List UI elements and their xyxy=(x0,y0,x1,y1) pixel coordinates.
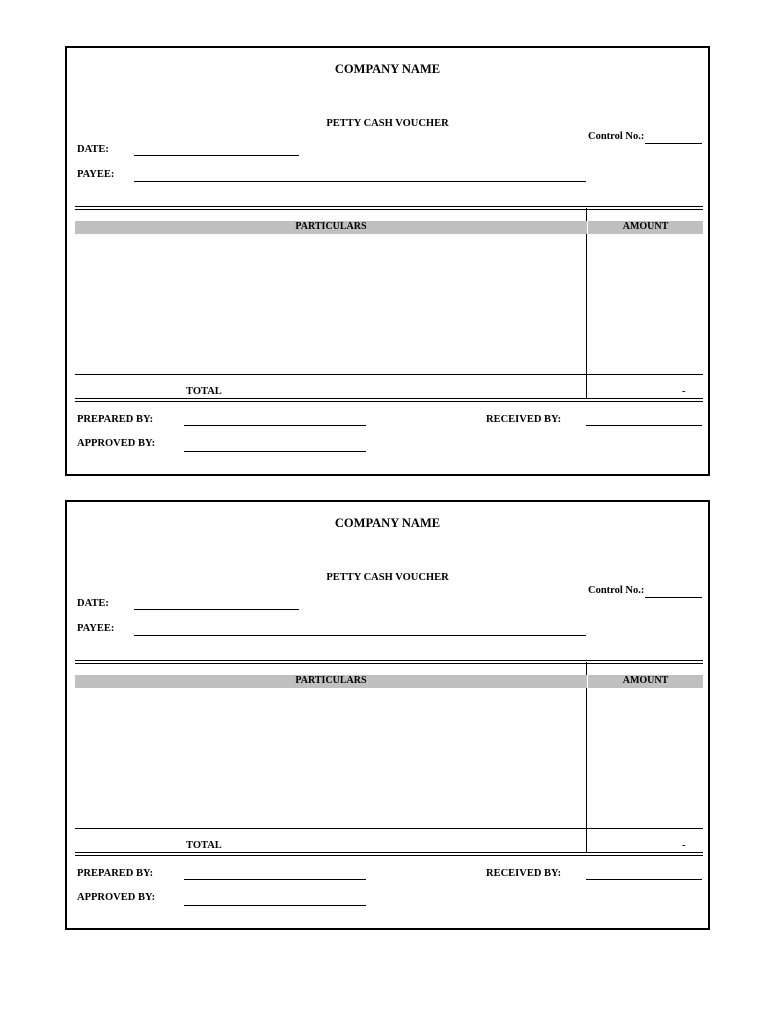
total-top-line xyxy=(75,828,703,829)
control-no-field[interactable] xyxy=(645,143,702,144)
received-by-field[interactable] xyxy=(586,879,702,880)
date-field[interactable] xyxy=(134,609,299,610)
particulars-entry-area[interactable] xyxy=(75,689,586,827)
total-amount: - xyxy=(682,386,686,397)
payee-label: PAYEE: xyxy=(77,169,115,180)
control-no-label: Control No.: xyxy=(588,585,645,596)
divider-line xyxy=(75,663,703,664)
particulars-header-label: PARTICULARS xyxy=(295,221,367,232)
received-by-field[interactable] xyxy=(586,425,702,426)
date-label: DATE: xyxy=(77,144,109,155)
prepared-by-label: PREPARED BY: xyxy=(77,414,154,425)
total-label: TOTAL xyxy=(186,840,222,851)
amount-header xyxy=(588,675,703,688)
voucher-title: PETTY CASH VOUCHER xyxy=(326,572,449,583)
payee-field[interactable] xyxy=(134,181,586,182)
approved-by-field[interactable] xyxy=(184,451,366,452)
received-by-label: RECEIVED BY: xyxy=(486,414,562,425)
approved-by-field[interactable] xyxy=(184,905,366,906)
total-top-line xyxy=(75,374,703,375)
amount-header-label: AMOUNT xyxy=(622,221,669,232)
prepared-by-label: PREPARED BY: xyxy=(77,868,154,879)
total-bottom-line xyxy=(75,401,703,402)
particulars-header xyxy=(75,221,587,234)
approved-by-label: APPROVED BY: xyxy=(77,438,156,449)
column-divider xyxy=(586,208,587,399)
particulars-header xyxy=(75,675,587,688)
control-no-label: Control No.: xyxy=(588,131,645,142)
voucher-title: PETTY CASH VOUCHER xyxy=(326,118,449,129)
petty-cash-voucher xyxy=(65,46,710,476)
payee-label: PAYEE: xyxy=(77,623,115,634)
received-by-label: RECEIVED BY: xyxy=(486,868,562,879)
total-amount: - xyxy=(682,840,686,851)
date-label: DATE: xyxy=(77,598,109,609)
prepared-by-field[interactable] xyxy=(184,879,366,880)
payee-field[interactable] xyxy=(134,635,586,636)
divider-line xyxy=(75,660,703,661)
company-name: COMPANY NAME xyxy=(334,516,441,530)
amount-entry-area[interactable] xyxy=(588,689,703,827)
approved-by-label: APPROVED BY: xyxy=(77,892,156,903)
date-field[interactable] xyxy=(134,155,299,156)
total-bottom-line xyxy=(75,855,703,856)
divider-line xyxy=(75,209,703,210)
particulars-entry-area[interactable] xyxy=(75,235,586,373)
control-no-field[interactable] xyxy=(645,597,702,598)
petty-cash-voucher xyxy=(65,500,710,930)
total-bottom-line xyxy=(75,852,703,853)
total-bottom-line xyxy=(75,398,703,399)
total-label: TOTAL xyxy=(186,386,222,397)
particulars-header-label: PARTICULARS xyxy=(295,675,367,686)
amount-entry-area[interactable] xyxy=(588,235,703,373)
amount-header xyxy=(588,221,703,234)
company-name: COMPANY NAME xyxy=(334,62,441,76)
column-divider xyxy=(586,662,587,853)
amount-header-label: AMOUNT xyxy=(622,675,669,686)
prepared-by-field[interactable] xyxy=(184,425,366,426)
divider-line xyxy=(75,206,703,207)
